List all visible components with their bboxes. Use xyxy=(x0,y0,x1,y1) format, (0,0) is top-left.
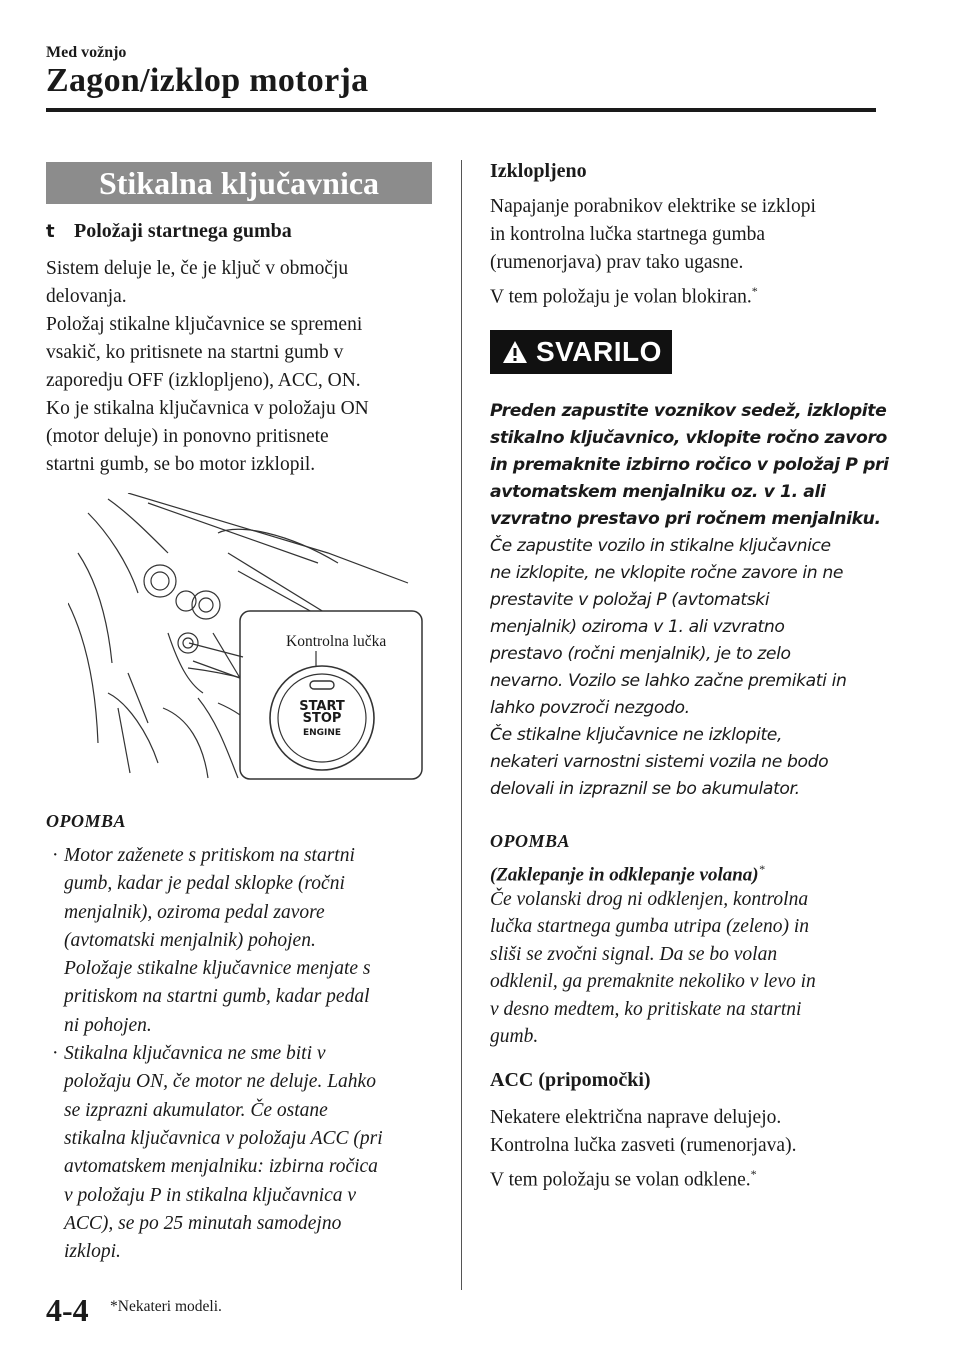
bullet-dot-icon: · xyxy=(52,845,59,866)
warning-line: ne izklopite, ne vklopite ročne zavore in ne xyxy=(490,562,844,583)
warning-badge xyxy=(490,330,672,374)
bullet-marker-icon: t xyxy=(46,221,55,242)
title-rule xyxy=(46,108,876,112)
note-line: gumb. xyxy=(490,1026,539,1048)
indicator-light-label: Kontrolna lučka xyxy=(286,633,387,650)
note-line: sliši se zvočni signal. Da se bo volan xyxy=(490,943,778,965)
acc-line xyxy=(490,1160,890,1195)
intro-line: Sistem deluje le, če je ključ v območju xyxy=(46,258,349,279)
warning-line: prestavo (ročni menjalnik), je to zelo xyxy=(490,643,791,664)
bullet-line: avtomatskem menjalniku: izbirna ročica xyxy=(64,1156,378,1178)
bullet-line: Položaje stikalne ključavnice menjate s xyxy=(64,958,371,980)
note-text xyxy=(490,886,890,1051)
button-line-engine: ENGINE xyxy=(302,728,342,738)
note-subheading-text: (Zaklepanje in odklepanje volana) xyxy=(490,863,759,885)
note-bullet-list xyxy=(46,842,434,1266)
intro-text xyxy=(46,255,434,479)
off-heading: Izklopljeno xyxy=(490,160,587,182)
intro-line: vsakič, ko pritisnete na startni gumb v xyxy=(46,342,344,363)
button-line-start: START xyxy=(299,699,345,714)
note-heading: OPOMBA xyxy=(490,830,571,851)
off-text xyxy=(490,193,890,312)
footnote: *Nekateri modeli. xyxy=(110,1298,222,1315)
note-line: v desno medtem, ko pritiskate na startni xyxy=(490,998,802,1020)
intro-line: delovanja. xyxy=(46,286,127,307)
left-column xyxy=(46,162,434,1266)
page-number: 4-4 xyxy=(46,1292,89,1328)
warning-bold-line: vzvratno prestavo pri ročnem menjalniku. xyxy=(490,508,881,529)
bullet-line: menjalnik), oziroma pedal zavore xyxy=(64,901,325,923)
bullet-line: se izprazni akumulator. Če ostane xyxy=(64,1099,328,1121)
warning-bold-line: stikalno ključavnico, vklopite ročno zavoro xyxy=(490,427,887,448)
acc-last-line: V tem položaju se volan odklene. xyxy=(490,1169,751,1191)
warning-bold-line: avtomatskem menjalniku oz. v 1. ali xyxy=(490,481,826,502)
bullet-line: pritiskom na startni gumb, kadar pedal xyxy=(64,986,370,1008)
bullet-line: (avtomatski menjalnik) pohojen. xyxy=(64,929,316,951)
note-line: lučka startnega gumba utripa (zeleno) in xyxy=(490,916,809,938)
bullet-line: v položaju P in stikalna ključavnica v xyxy=(64,1184,357,1206)
intro-line: (motor deluje) in ponovno pritisnete xyxy=(46,426,329,447)
note-line: odklenil, ga premaknite nekoliko v levo in xyxy=(490,971,816,993)
warning-line: delovali in izpraznil se bo akumulator. xyxy=(490,778,800,799)
bullet-dot-icon: · xyxy=(52,1043,59,1065)
note-subheading xyxy=(490,862,890,886)
section-banner: Stikalna ključavnica xyxy=(46,162,432,204)
warning-line: menjalnik) oziroma v 1. ali vzvratno xyxy=(490,616,785,637)
acc-text xyxy=(490,1104,890,1195)
off-line: Napajanje porabnikov elektrike se izklopi xyxy=(490,196,816,217)
acc-heading: ACC (pripomočki) xyxy=(490,1068,651,1091)
list-item xyxy=(46,1040,434,1266)
footnote-asterisk: * xyxy=(758,861,765,876)
acc-line: Nekatere električna naprave delujejo. xyxy=(490,1106,782,1128)
section-label: Med vožnjo xyxy=(46,44,127,61)
column-divider xyxy=(461,160,462,1290)
warning-triangle-icon xyxy=(502,340,528,364)
bullet-line: stikalna ključavnica v položaju ACC (pri xyxy=(64,1127,383,1149)
intro-line: zaporedju OFF (izklopljeno), ACC, ON. xyxy=(46,370,361,391)
warning-line: nevarno. Vozilo se lahko začne premikati in xyxy=(490,670,847,691)
bullet-line: Stikalna ključavnica ne sme biti v xyxy=(64,1043,326,1065)
bullet-line: Motor zaženete s pritiskom na startni xyxy=(64,845,355,866)
off-last-line: V tem položaju je volan blokiran. xyxy=(490,286,752,308)
list-item xyxy=(46,842,434,1040)
off-line xyxy=(490,277,890,312)
warning-line: nekateri varnostni sistemi vozila ne bodo xyxy=(490,751,829,772)
off-line: in kontrolna lučka startnega gumba xyxy=(490,224,766,245)
note-heading: OPOMBA xyxy=(46,811,127,831)
button-line-stop: STOP xyxy=(302,711,342,726)
start-stop-button-label xyxy=(284,701,360,739)
footnote-asterisk: * xyxy=(751,284,758,298)
bullet-line: izklopi. xyxy=(64,1241,121,1263)
dashboard-illustration xyxy=(68,493,424,783)
intro-line: startni gumb, se bo motor izklopil. xyxy=(46,454,316,475)
warning-line: prestavite v položaj P (avtomatski xyxy=(490,589,770,610)
note-line: Če volanski drog ni odklenjen, kontrolna xyxy=(490,888,809,910)
bullet-line: položaju ON, če motor ne deluje. Lahko xyxy=(64,1071,376,1093)
warning-line: Če stikalne ključavnice ne izklopite, xyxy=(490,724,783,745)
intro-line: Položaj stikalne ključavnice se spremeni xyxy=(46,314,363,335)
warning-line: lahko povzroči nezgodo. xyxy=(490,697,690,718)
subheading xyxy=(46,220,434,243)
warning-bold-line: in premaknite izbirno ročico v položaj P pri xyxy=(490,454,889,475)
warning-body xyxy=(490,398,890,803)
chapter-title: Zagon/izklop motorja xyxy=(46,62,369,99)
acc-line: Kontrolna lučka zasveti (rumenorjava). xyxy=(490,1134,797,1156)
warning-bold-line: Preden zapustite voznikov sedež, izklopite xyxy=(490,400,887,421)
bullet-line: ni pohojen. xyxy=(64,1014,152,1036)
bullet-line: ACC), se po 25 minutah samodejno xyxy=(64,1212,342,1234)
off-line: (rumenorjava) prav tako ugasne. xyxy=(490,252,744,273)
right-column xyxy=(490,160,890,1194)
footnote-asterisk: * xyxy=(750,1166,757,1181)
warning-line: Če zapustite vozilo in stikalne ključavnice xyxy=(490,535,831,556)
subheading-text: Položaji startnega gumba xyxy=(74,220,292,242)
warning-label: SVARILO xyxy=(536,335,662,367)
intro-line: Ko je stikalna ključavnica v položaju ON xyxy=(46,398,369,419)
bullet-line: gumb, kadar je pedal sklopke (ročni xyxy=(64,873,345,895)
